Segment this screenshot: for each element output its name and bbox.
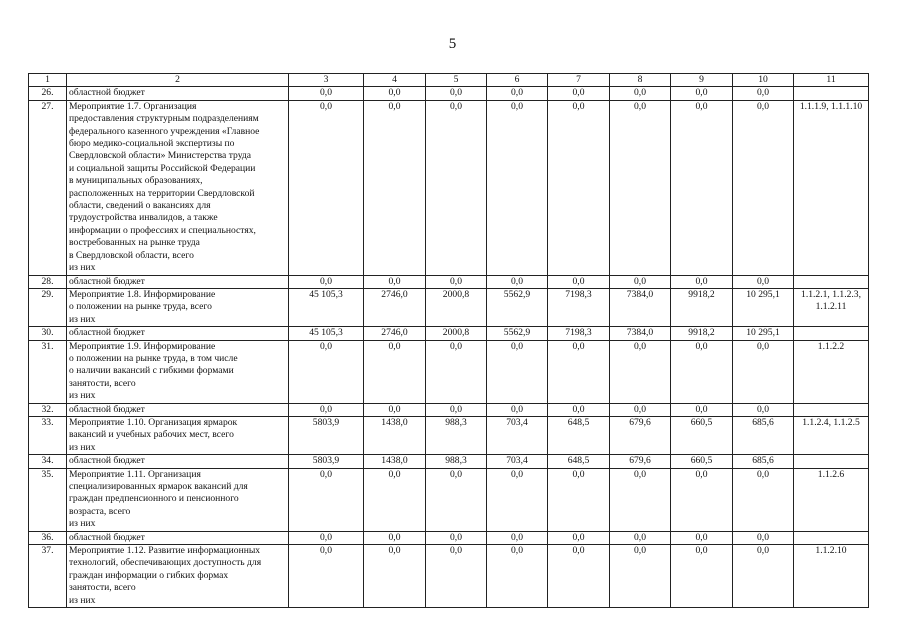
row-number: 30. xyxy=(29,327,67,340)
row-value: 660,5 xyxy=(671,455,733,468)
row-value: 10 295,1 xyxy=(733,288,794,326)
row-value: 9918,2 xyxy=(671,327,733,340)
row-value: 0,0 xyxy=(610,340,671,403)
table-row xyxy=(29,455,869,468)
row-reference: 1.1.2.4, 1.1.2.5 xyxy=(794,416,869,454)
row-value: 0,0 xyxy=(426,275,487,288)
row-value: 0,0 xyxy=(426,87,487,100)
row-value: 0,0 xyxy=(548,403,610,416)
row-value: 648,5 xyxy=(548,416,610,454)
row-value: 0,0 xyxy=(733,340,794,403)
column-number: 6 xyxy=(487,74,548,87)
row-value: 0,0 xyxy=(548,468,610,531)
table-row xyxy=(29,403,869,416)
row-value: 0,0 xyxy=(289,100,364,275)
row-number: 37. xyxy=(29,545,67,608)
row-value: 0,0 xyxy=(487,403,548,416)
row-value: 0,0 xyxy=(671,340,733,403)
row-value: 2746,0 xyxy=(364,327,426,340)
row-description: Мероприятие 1.7. Организация предоставления структурным подразделениям федерального казенного учреждения «Главное бюро медико-социальной экспертизы по Свердловской области» Министерства труда и социальной защиты Российской Федерации в муниципальных образованиях, расположенных на территории Свердловской области, сведений о вакансиях для трудоустройства инвалидов, а также информации о профессиях и специальностях, востребованных на рынке труда в Свердловской области, всего из них xyxy=(67,100,289,275)
budget-table xyxy=(28,73,869,608)
table-row xyxy=(29,545,869,608)
row-value: 5562,9 xyxy=(487,327,548,340)
row-value: 5803,9 xyxy=(289,416,364,454)
column-number: 7 xyxy=(548,74,610,87)
column-number: 4 xyxy=(364,74,426,87)
table-row xyxy=(29,100,869,275)
row-value: 0,0 xyxy=(671,275,733,288)
row-value: 7384,0 xyxy=(610,288,671,326)
table-row xyxy=(29,288,869,326)
row-value: 0,0 xyxy=(364,531,426,544)
row-value: 0,0 xyxy=(671,468,733,531)
row-value: 0,0 xyxy=(548,545,610,608)
row-value: 0,0 xyxy=(733,275,794,288)
row-value: 0,0 xyxy=(548,100,610,275)
row-value: 0,0 xyxy=(426,545,487,608)
row-value: 0,0 xyxy=(548,275,610,288)
row-reference xyxy=(794,327,869,340)
table-row xyxy=(29,416,869,454)
row-value: 0,0 xyxy=(610,100,671,275)
row-value: 45 105,3 xyxy=(289,327,364,340)
table-row xyxy=(29,531,869,544)
row-number: 34. xyxy=(29,455,67,468)
page-number: 5 xyxy=(448,36,457,52)
row-value: 0,0 xyxy=(671,100,733,275)
table-body xyxy=(29,74,869,608)
column-number: 8 xyxy=(610,74,671,87)
row-number: 35. xyxy=(29,468,67,531)
row-value: 0,0 xyxy=(733,545,794,608)
row-value: 0,0 xyxy=(610,87,671,100)
row-value: 0,0 xyxy=(426,100,487,275)
row-number: 33. xyxy=(29,416,67,454)
row-value: 1438,0 xyxy=(364,455,426,468)
row-value: 0,0 xyxy=(289,468,364,531)
column-number: 1 xyxy=(29,74,67,87)
table-row xyxy=(29,87,869,100)
row-number: 36. xyxy=(29,531,67,544)
row-description: Мероприятие 1.11. Организация специализированных ярмарок вакансий для граждан предпенсионного и пенсионного возраста, всего из них xyxy=(67,468,289,531)
row-value: 660,5 xyxy=(671,416,733,454)
row-value: 0,0 xyxy=(487,275,548,288)
row-value: 0,0 xyxy=(364,340,426,403)
row-value: 0,0 xyxy=(487,531,548,544)
row-value: 0,0 xyxy=(364,100,426,275)
row-value: 0,0 xyxy=(426,468,487,531)
row-value: 0,0 xyxy=(671,87,733,100)
row-value: 685,6 xyxy=(733,416,794,454)
row-value: 0,0 xyxy=(610,468,671,531)
row-number: 27. xyxy=(29,100,67,275)
row-description: Мероприятие 1.9. Информирование о положении на рынке труда, в том числе о наличии вакансий с гибкими формами занятости, всего из них xyxy=(67,340,289,403)
row-value: 0,0 xyxy=(426,403,487,416)
row-value: 0,0 xyxy=(733,100,794,275)
row-value: 0,0 xyxy=(548,87,610,100)
row-value: 703,4 xyxy=(487,416,548,454)
row-reference xyxy=(794,403,869,416)
row-value: 0,0 xyxy=(671,545,733,608)
row-value: 0,0 xyxy=(487,340,548,403)
row-description: областной бюджет xyxy=(67,87,289,100)
row-value: 0,0 xyxy=(733,531,794,544)
row-value: 0,0 xyxy=(733,87,794,100)
row-value: 0,0 xyxy=(289,531,364,544)
row-value: 679,6 xyxy=(610,416,671,454)
table-row xyxy=(29,275,869,288)
row-value: 2000,8 xyxy=(426,288,487,326)
row-reference xyxy=(794,531,869,544)
row-value: 0,0 xyxy=(733,403,794,416)
column-number-row xyxy=(29,74,869,87)
column-number: 2 xyxy=(67,74,289,87)
row-reference: 1.1.2.1, 1.1.2.3, 1.1.2.11 xyxy=(794,288,869,326)
row-value: 0,0 xyxy=(487,100,548,275)
row-value: 0,0 xyxy=(289,87,364,100)
row-value: 685,6 xyxy=(733,455,794,468)
row-value: 7198,3 xyxy=(548,327,610,340)
row-value: 7198,3 xyxy=(548,288,610,326)
row-value: 5803,9 xyxy=(289,455,364,468)
row-description: Мероприятие 1.12. Развитие информационных технологий, обеспечивающих доступность для граждан информации о гибких формах занятости, всего из них xyxy=(67,545,289,608)
row-value: 0,0 xyxy=(426,531,487,544)
row-value: 0,0 xyxy=(364,275,426,288)
row-value: 703,4 xyxy=(487,455,548,468)
row-description: областной бюджет xyxy=(67,455,289,468)
row-description: областной бюджет xyxy=(67,403,289,416)
row-value: 0,0 xyxy=(364,87,426,100)
row-value: 0,0 xyxy=(364,403,426,416)
row-value: 0,0 xyxy=(548,340,610,403)
row-value: 679,6 xyxy=(610,455,671,468)
column-number: 3 xyxy=(289,74,364,87)
row-value: 0,0 xyxy=(289,545,364,608)
row-value: 0,0 xyxy=(426,340,487,403)
row-number: 26. xyxy=(29,87,67,100)
row-number: 31. xyxy=(29,340,67,403)
column-number: 10 xyxy=(733,74,794,87)
row-reference xyxy=(794,87,869,100)
row-value: 2000,8 xyxy=(426,327,487,340)
row-reference: 1.1.2.6 xyxy=(794,468,869,531)
row-number: 32. xyxy=(29,403,67,416)
row-value: 648,5 xyxy=(548,455,610,468)
row-number: 28. xyxy=(29,275,67,288)
row-value: 0,0 xyxy=(610,403,671,416)
row-reference: 1.1.2.2 xyxy=(794,340,869,403)
row-description: областной бюджет xyxy=(67,327,289,340)
row-value: 0,0 xyxy=(487,468,548,531)
row-value: 988,3 xyxy=(426,455,487,468)
table-row xyxy=(29,327,869,340)
row-value: 0,0 xyxy=(671,403,733,416)
row-value: 0,0 xyxy=(364,545,426,608)
row-value: 0,0 xyxy=(289,340,364,403)
row-value: 2746,0 xyxy=(364,288,426,326)
row-description: областной бюджет xyxy=(67,275,289,288)
column-number: 9 xyxy=(671,74,733,87)
row-value: 7384,0 xyxy=(610,327,671,340)
row-value: 9918,2 xyxy=(671,288,733,326)
row-value: 0,0 xyxy=(289,275,364,288)
row-value: 0,0 xyxy=(671,531,733,544)
row-value: 0,0 xyxy=(610,531,671,544)
row-value: 0,0 xyxy=(610,545,671,608)
row-reference: 1.1.1.9, 1.1.1.10 xyxy=(794,100,869,275)
row-value: 0,0 xyxy=(610,275,671,288)
row-value: 0,0 xyxy=(487,545,548,608)
table-row xyxy=(29,340,869,403)
row-value: 5562,9 xyxy=(487,288,548,326)
column-number: 5 xyxy=(426,74,487,87)
row-value: 1438,0 xyxy=(364,416,426,454)
row-description: Мероприятие 1.8. Информирование о положении на рынке труда, всего из них xyxy=(67,288,289,326)
row-number: 29. xyxy=(29,288,67,326)
row-reference: 1.1.2.10 xyxy=(794,545,869,608)
row-description: областной бюджет xyxy=(67,531,289,544)
table-row xyxy=(29,468,869,531)
row-description: Мероприятие 1.10. Организация ярмарок вакансий и учебных рабочих мест, всего из них xyxy=(67,416,289,454)
row-value: 0,0 xyxy=(548,531,610,544)
row-value: 988,3 xyxy=(426,416,487,454)
row-reference xyxy=(794,275,869,288)
column-number: 11 xyxy=(794,74,869,87)
row-value: 0,0 xyxy=(733,468,794,531)
row-value: 10 295,1 xyxy=(733,327,794,340)
row-value: 0,0 xyxy=(364,468,426,531)
row-reference xyxy=(794,455,869,468)
row-value: 0,0 xyxy=(289,403,364,416)
row-value: 0,0 xyxy=(487,87,548,100)
row-value: 45 105,3 xyxy=(289,288,364,326)
